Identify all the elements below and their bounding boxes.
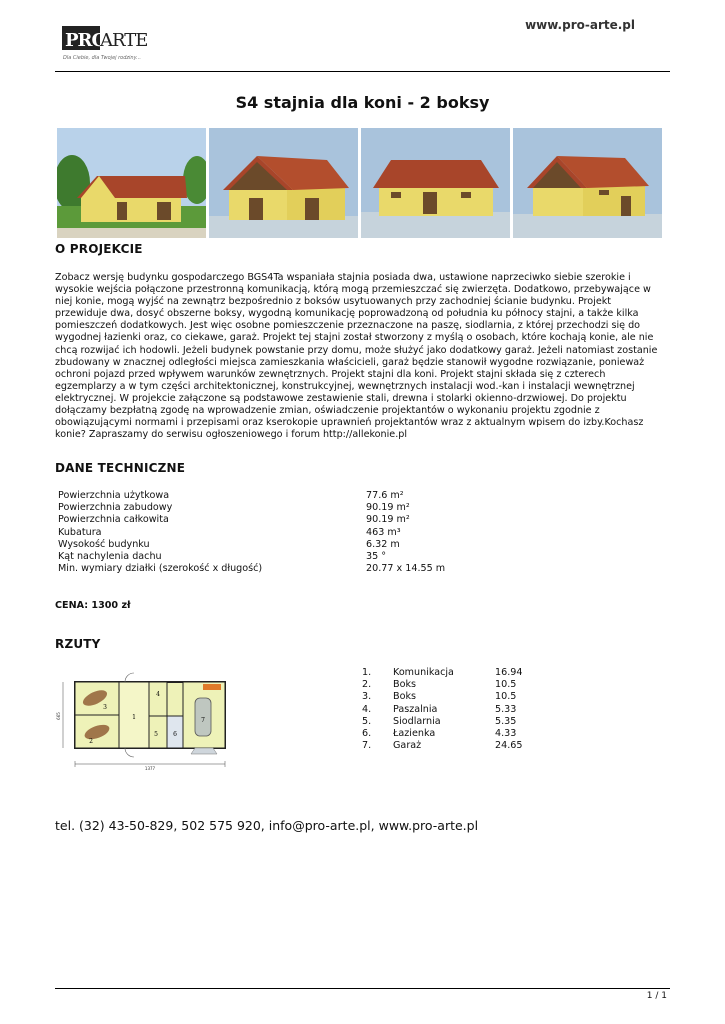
svg-text:ARTE: ARTE xyxy=(100,30,148,50)
plan-label-6: 6 xyxy=(173,731,177,738)
plan-width-dim: 1377 xyxy=(144,766,156,771)
price-label: CENA: 1300 zł xyxy=(55,600,131,611)
room-row xyxy=(362,704,562,716)
spec-label: Kubatura xyxy=(58,526,102,538)
spec-value: 463 m³ xyxy=(366,526,401,538)
plan-depth-dim: 665 xyxy=(56,712,61,720)
spec-label: Powierzchnia zabudowy xyxy=(58,502,173,514)
spec-row xyxy=(58,514,478,526)
room-area: 10.5 xyxy=(495,691,517,703)
spec-label: Min. wymiary działki (szerokość x długość) xyxy=(58,563,263,575)
contact-info: tel. (32) 43-50-829, 502 575 920, info@pro-arte.pl, www.pro-arte.pl xyxy=(55,818,479,833)
room-row xyxy=(362,667,562,679)
pro-arte-logo[interactable] xyxy=(55,22,155,66)
room-number: 2. xyxy=(362,679,372,691)
room-number: 1. xyxy=(362,667,372,678)
spec-row xyxy=(58,490,478,502)
room-name: Siodlarnia xyxy=(393,715,441,727)
logo-wordmark xyxy=(62,26,152,50)
about-heading: O PROJEKCIE xyxy=(55,242,143,256)
spec-row xyxy=(58,563,478,575)
spec-label: Wysokość budynku xyxy=(58,538,150,550)
spec-row xyxy=(58,527,478,539)
spec-value: 6.32 m xyxy=(366,538,400,550)
room-row xyxy=(362,691,562,703)
spec-row xyxy=(58,551,478,563)
room-number: 3. xyxy=(362,691,372,703)
page-title: S4 stajnia dla koni - 2 boksy xyxy=(235,93,490,112)
floor-plan-drawing xyxy=(55,664,240,772)
plan-label-2: 2 xyxy=(89,738,93,745)
render-photo-1 xyxy=(57,128,206,238)
spec-value: 20.77 x 14.55 m xyxy=(366,563,446,575)
plan-label-5: 5 xyxy=(154,731,158,738)
render-photo-4 xyxy=(513,128,662,238)
room-name: Boks xyxy=(393,679,417,691)
logo-tagline: Dla Ciebie, dla Twojej rodziny... xyxy=(63,55,141,61)
room-name: Łazienka xyxy=(393,727,436,739)
spec-value: 35 ° xyxy=(366,550,387,562)
room-area: 4.33 xyxy=(495,727,517,739)
room-number: 7. xyxy=(362,740,372,752)
room-area: 16.94 xyxy=(495,667,523,678)
plan-label-7: 7 xyxy=(201,717,205,724)
room-number: 5. xyxy=(362,715,372,727)
spec-label: Kąt nachylenia dachu xyxy=(58,550,162,562)
project-description: Zobacz wersję budynku gospodarczego BGS4Ta wspaniała stajnia posiada dwa, ustawione naprzeciwko siebie szerokie i wysokie wejścia połączone przestronną komunikacją, którą mogą przemieszczać się zwierzęta. Dodatkowo, przebywające w niej konie, mogą wyjść na zewnątrz bezpośrednio z boksów usytuowanych przy zachodniej ścianie budynku. Projekt przewiduje dwa, dosyć obszerne boksy, wygodną komunikację poprowadzoną od południa ku północy stajni, a także kilka pomieszczeń dodatkowych. Jest więc osobne pomieszczenie przeznaczone na paszę, siodlarnia, z której przechodzi się do wygodnej łazienki oraz, co ciekawe, garaż. Projekt tej stajni został stworzony z myślą o osobach, które kochają konie, ale nie chcą rozwijać ich hodowli. Jeżeli budynek powstanie przy domu, może służyć jako dodatkowy garaż. Jeżeli natomiast zostanie zbudowany w znacznej odległości miejsca zamieszkania właścicieli, garaż będzie stanowił wygodne rozwiązanie, ponieważ ochroni pojazd przed wpływem warunków zewnętrznych. Projekt stajni dla koni. Projekt stajni składa się z czterech egzemplarzy a w tym części architektonicznej, konstrukcyjnej, wewnętrznych instalacji wod.-kan i instalacji wewnętrznej elektrycznej. W projekcie załączone są podstawowe zestawienie stali, drewna i stolarki okienno-drzwiowej. Do projektu dołączamy bezpłatną zgodę na wprowadzenie zmian, oświadczenie projektantów o wykonaniu projektu zgodnie z obowiązującymi normami i przepisami oraz kserokopie uprawnień projektantów wraz z aktualnym wpisem do izby.Kochasz konie? Zapraszamy do serwisu ogłoszeniowego i forum http://allekonie.pl xyxy=(55,272,658,441)
room-row xyxy=(362,728,562,740)
room-number: 6. xyxy=(362,727,372,739)
footer-divider xyxy=(55,988,670,989)
spec-row xyxy=(58,502,478,514)
tech-data-heading: DANE TECHNICZNE xyxy=(55,461,186,475)
svg-text:PRO: PRO xyxy=(65,30,107,50)
spec-value: 90.19 m² xyxy=(366,514,410,526)
room-area: 5.35 xyxy=(495,715,517,727)
render-photo-3 xyxy=(361,128,510,238)
tech-data-table xyxy=(58,490,478,575)
plans-heading: RZUTY xyxy=(55,637,101,651)
render-photo-2 xyxy=(209,128,358,238)
room-name: Garaż xyxy=(393,740,422,752)
room-row xyxy=(362,716,562,728)
room-area: 5.33 xyxy=(495,703,517,715)
plan-label-1: 1 xyxy=(132,714,136,721)
plan-label-4: 4 xyxy=(156,691,160,698)
spec-label: Powierzchnia użytkowa xyxy=(58,490,170,501)
room-list xyxy=(362,667,562,752)
spec-row xyxy=(58,539,478,551)
room-name: Boks xyxy=(393,691,417,703)
room-name: Komunikacja xyxy=(393,667,454,678)
room-name: Paszalnia xyxy=(393,703,438,715)
room-number: 4. xyxy=(362,703,372,715)
room-area: 10.5 xyxy=(495,679,517,691)
header-divider xyxy=(55,71,670,72)
page-number: 1 / 1 xyxy=(646,991,667,1001)
spec-value: 90.19 m² xyxy=(366,502,410,514)
spec-label: Powierzchnia całkowita xyxy=(58,514,169,526)
room-area: 24.65 xyxy=(495,740,523,752)
room-row xyxy=(362,740,562,752)
plan-label-3: 3 xyxy=(103,704,107,711)
site-url-link[interactable]: www.pro-arte.pl xyxy=(525,18,635,32)
room-row xyxy=(362,679,562,691)
spec-value: 77.6 m² xyxy=(366,490,404,501)
